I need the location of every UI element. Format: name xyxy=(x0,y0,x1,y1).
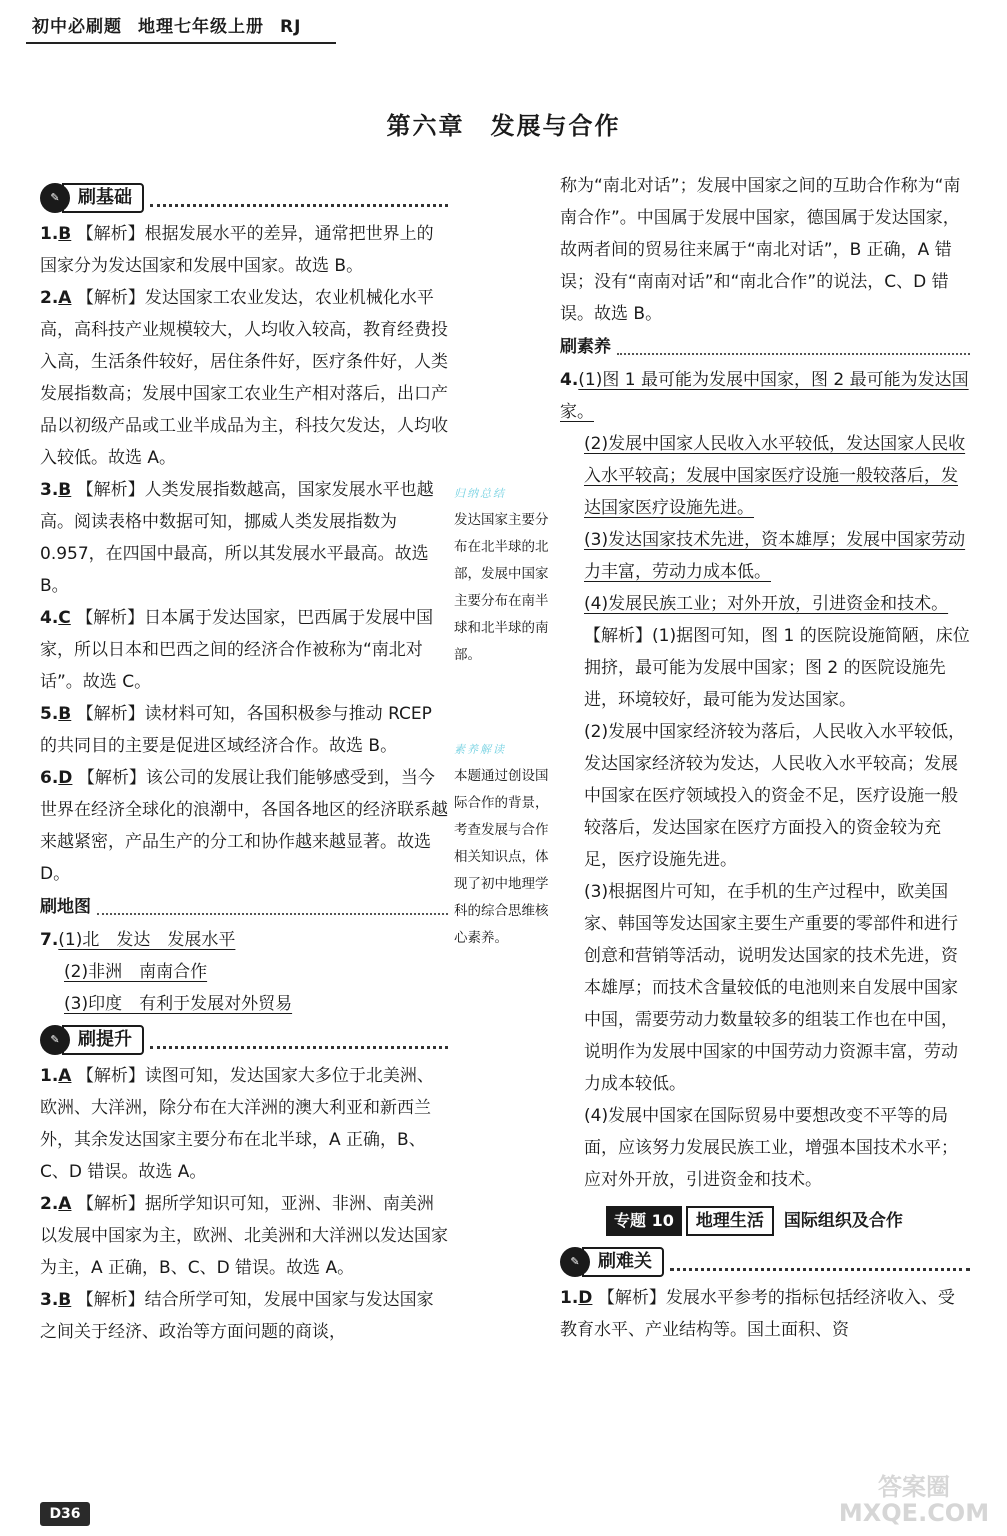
dotted-divider xyxy=(150,1032,448,1049)
dotted-divider xyxy=(97,899,448,915)
watermark-logo: 答案圈 MXQE.COM xyxy=(838,1473,990,1527)
dotted-divider xyxy=(617,339,970,355)
series-name: 初中必刷题 xyxy=(32,17,122,37)
brush-icon: ✎ xyxy=(40,183,70,213)
section-map xyxy=(40,890,448,924)
subject-name: 地理七年级上册 xyxy=(138,17,264,37)
literacy-item-4-part-4: (4)发展民族工业；对外开放，引进资金和技术。 xyxy=(584,594,949,614)
answer-item-3: 3.B 【解析】人类发展指数越高，国家发展水平也越高。阅读表格中数据可知，挪威人类发展指数为 0.957，在四国中最高，所以其发展水平最高。故选 B。 xyxy=(40,480,434,596)
section-hard xyxy=(560,1244,970,1280)
analysis-2: (2)发展中国家经济较为落后，人民收入水平较低，发达国家经济较为发达，人民收入水平较高；发展中国家在医疗领域投入的资金不足，医疗设施一般较落后，发达国家在医疗方面投入的资金较为充足，医疗设施先进。 xyxy=(584,722,966,870)
section-literacy xyxy=(560,330,970,364)
side-note-literacy xyxy=(454,736,554,952)
special-topic-category: 地理生活 xyxy=(686,1206,774,1236)
section-label: 刷难关 xyxy=(582,1247,664,1277)
answer-item-7-part-2: (2)非洲 南南合作 xyxy=(64,962,208,982)
hard-item-1: 1.D 【解析】发展水平参考的指标包括经济收入、受教育水平、产业结构等。国土面积、资 xyxy=(560,1288,955,1340)
page-number: D36 xyxy=(40,1502,90,1526)
special-topic-banner xyxy=(606,1204,970,1238)
section-label: 刷基础 xyxy=(62,183,144,213)
answer-item-7: 7.(1)北 发达 发展水平 xyxy=(40,930,236,950)
section-label: 刷提升 xyxy=(62,1025,144,1055)
special-topic-title: 国际组织及合作 xyxy=(783,1211,903,1231)
section-label: 刷地图 xyxy=(40,897,91,917)
answer-item-2: 2.A 【解析】发达国家工农业发达，农业机械化水平高，高科技产业规模较大，人均收入较高，教育经费投入高，生活条件较好，居住条件好，医疗条件好，人类发展指数高；发展中国家工农业生产相对落后，出口产品以初级产品或工业半成品为主，科技欠发达，人均收入较低。故选 A。 xyxy=(40,288,448,468)
improve-item-3: 3.B 【解析】结合所学可知，发展中国家与发达国家之间关于经济、政治等方面问题的商谈， xyxy=(40,1290,434,1342)
continued-explanation: 称为“南北对话”；发展中国家之间的互助合作称为“南南合作”。中国属于发展中国家，德国属于发达国家，故两者间的贸易往来属于“南北对话”，B 正确，A 错误；没有“南南对话”和“南北合作”的说法，C、D 错误。故选 B。 xyxy=(560,176,961,324)
side-note-summary xyxy=(454,480,554,669)
literacy-item-4-part-2: (2)发展中国家人民收入水平较低，发达国家人民收入水平较高；发展中国家医疗设施一般较落后，发达国家医疗设施先进。 xyxy=(584,434,966,518)
improve-item-2: 2.A 【解析】据所学知识可知，亚洲、非洲、南美洲以发展中国家为主，欧洲、北美洲和大洋洲以发达国家为主，A 正确，B、C、D 错误。故选 A。 xyxy=(40,1194,448,1278)
side-note-heading: 归纳总结 xyxy=(454,487,506,500)
brush-icon: ✎ xyxy=(560,1247,590,1277)
improve-item-1: 1.A 【解析】读图可知，发达国家大多位于北美洲、欧洲、大洋洲，除分布在大洋洲的澳大利亚和新西兰外，其余发达国家主要分布在北半球，A 正确，B、C、D 错误。故选 A。 xyxy=(40,1066,434,1182)
literacy-item-4: 4.(1)图 1 最可能为发展中国家，图 2 最可能为发达国家。 xyxy=(560,370,969,422)
answer-item-6: 6.D 【解析】该公司的发展让我们能够感受到，当今世界在经济全球化的浪潮中，各国各地区的经济联系越来越紧密，产品生产的分工和协作越来越显著。故选 D。 xyxy=(40,768,448,884)
answer-item-4: 4.C 【解析】日本属于发达国家，巴西属于发展中国家，所以日本和巴西之间的经济合作被称为“南北对话”。故选 C。 xyxy=(40,608,434,692)
answer-item-7-part-3: (3)印度 有利于发展对外贸易 xyxy=(64,994,293,1014)
answer-item-5: 5.B 【解析】读材料可知，各国积极参与推动 RCEP 的共同目的主要是促进区域经济合作。故选 B。 xyxy=(40,704,432,756)
header-rule xyxy=(26,42,336,44)
analysis-3: (3)根据图片可知，在手机的生产过程中，欧美国家、韩国等发达国家主要生产重要的零部件和进行创意和营销等活动，说明发达国家的技术先进，资本雄厚；而技术含量较低的电池则来自发展中国家中国，需要劳动力数量较多的组装工作也在中国，说明作为发展中国家的中国劳动力资源丰富，劳动力成本较低。 xyxy=(584,882,958,1094)
literacy-item-4-part-3: (3)发达国家技术先进，资本雄厚；发展中国家劳动力丰富，劳动力成本低。 xyxy=(584,530,966,582)
left-column xyxy=(40,178,448,1348)
dotted-divider xyxy=(670,1254,970,1271)
chapter-title: 第六章 发展与合作 xyxy=(386,112,621,140)
section-label: 刷素养 xyxy=(560,337,611,357)
side-note-text: 本题通过创设国际合作的背景，考查发展与合作相关知识点，体现了初中地理学科的综合思维核心素养。 xyxy=(454,768,549,946)
brush-icon: ✎ xyxy=(40,1025,70,1055)
side-note-text: 发达国家主要分布在北半球的北部，发展中国家主要分布在南半球和北半球的南部。 xyxy=(454,512,549,663)
section-basic xyxy=(40,180,448,216)
running-header xyxy=(32,12,301,37)
section-improve xyxy=(40,1022,448,1058)
side-note-heading: 素养解读 xyxy=(454,743,506,756)
dotted-divider xyxy=(150,190,448,207)
analysis-4: (4)发展中国家在国际贸易中要想改变不平等的局面，应该努力发展民族工业，增强本国技术水平；应对外开放，引进资金和技术。 xyxy=(584,1106,958,1190)
analysis-1: 【解析】(1)据图可知，图 1 的医院设施简陋，床位拥挤，最可能为发展中国家；图 2 的医院设施先进，环境较好，最可能为发达国家。 xyxy=(584,626,970,710)
answer-item-1: 1.B 【解析】根据发展水平的差异，通常把世界上的国家分为发达国家和发展中国家。故选 B。 xyxy=(40,224,434,276)
edition: RJ xyxy=(280,17,302,37)
special-topic-number: 专题 10 xyxy=(606,1206,682,1236)
right-column xyxy=(560,170,970,1346)
